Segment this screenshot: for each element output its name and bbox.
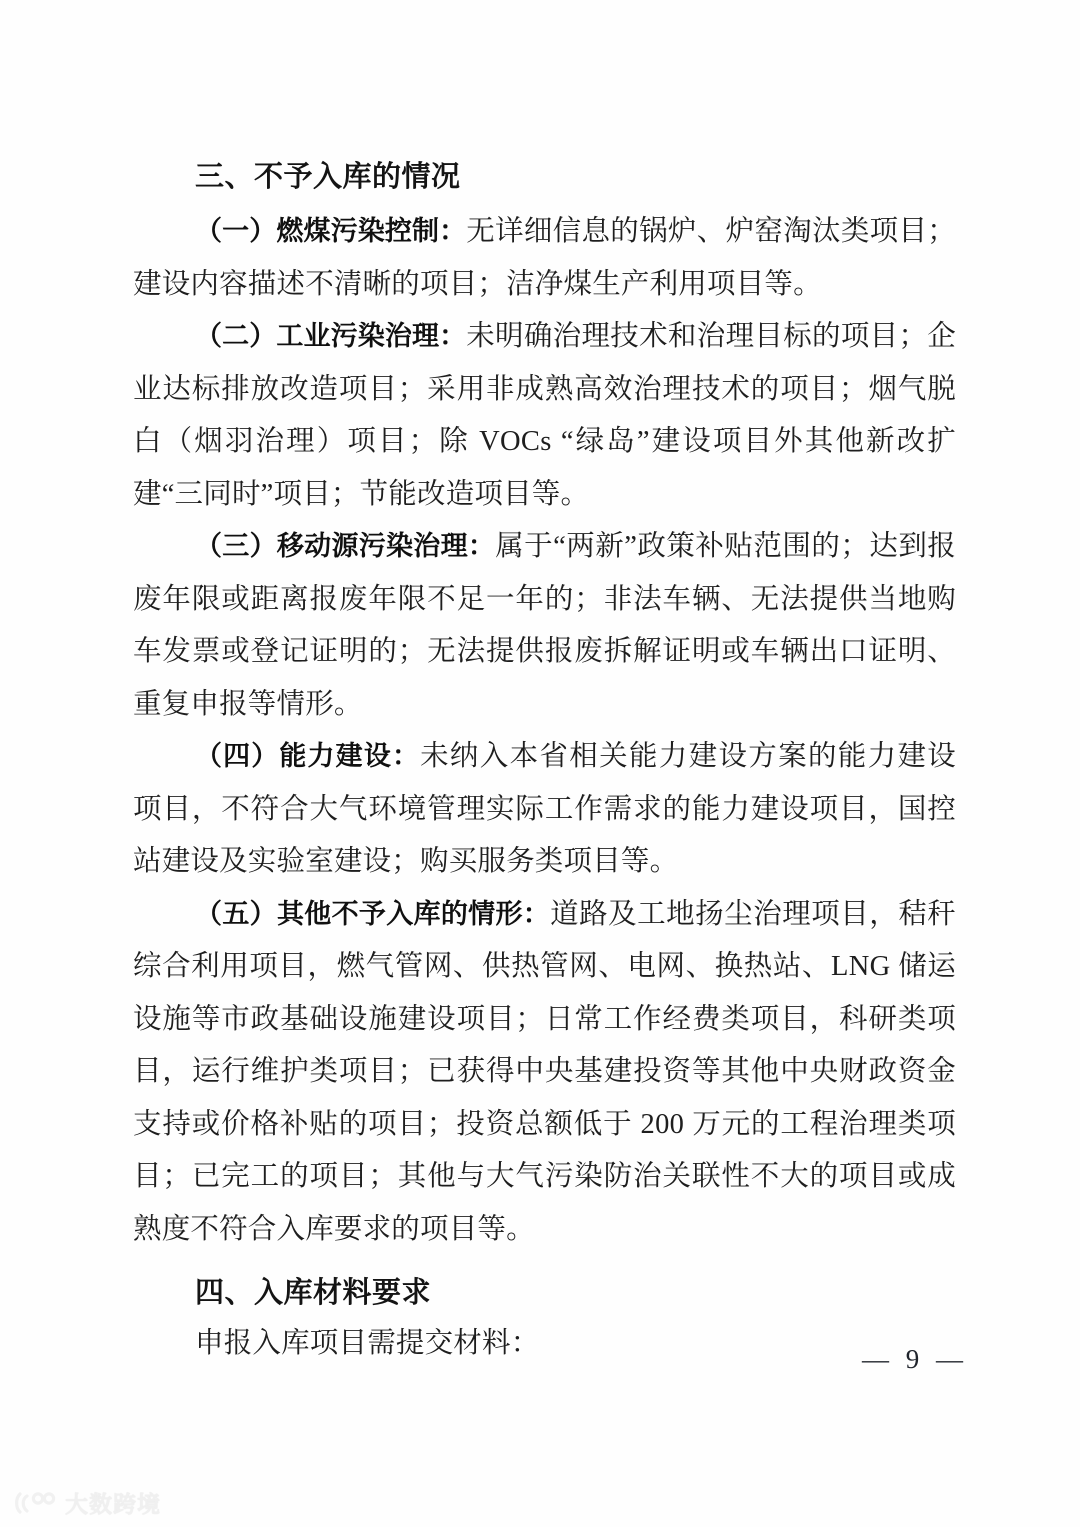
paragraph-3-3-lead: （三）移动源污染治理： (195, 531, 496, 562)
paragraph-3-2-lead: （二）工业污染治理： (195, 321, 467, 352)
paragraph-3-1-body: 无详细信息的锅炉、炉窑淘汰类项目；建设内容描述不清晰的项目；洁净煤生产利用项目等。 (133, 216, 957, 300)
paragraph-3-5-body-c: 万元的工程治理类项目；已完工的项目；其他与大气污染防治关联性不大的项目或成熟度不符合入库要求的项目等。 (133, 1108, 956, 1245)
paragraph-3-1 (133, 206, 956, 311)
paragraph-3-2-body-b: “绿岛”建设项目外其他新改扩建“三同时”项目；节能改造项目等。 (133, 426, 956, 510)
paragraph-3-5-body-a: 道路及工地扬尘治理项目，秸秆综合利用项目，燃气管网、供热管网、电网、换热站、 (133, 898, 956, 982)
paragraph-3-4 (133, 731, 956, 889)
paragraph-3-3-body: 属于“两新”政策补贴范围的；达到报废年限或距离报废年限不足一年的；非法车辆、无法提供当地购车发票或登记证明的；无法提供报废拆解证明或车辆出口证明、重复申报等情形。 (133, 531, 957, 720)
paragraph-3-5-amount: 200 (640, 1108, 685, 1140)
paragraph-3-2 (133, 311, 956, 521)
paragraph-3-5-lead: （五）其他不予入库的情形： (195, 898, 551, 930)
logo-mark-icon (14, 1490, 58, 1516)
paragraph-3-4-lead: （四）能力建设： (195, 741, 421, 772)
document-content (133, 150, 956, 1371)
watermark (14, 1486, 161, 1519)
paragraph-4-1-body: 申报入库项目需提交材料： (195, 1328, 540, 1359)
section-heading-4: 四、入库材料要求 (195, 1275, 432, 1309)
paragraph-3-5-body-b: 储运设施等市政基础设施建设项目；日常工作经费类项目，科研类项目，运行维护类项目；已获得中央基建投资等其他中央财政资金支持或价格补贴的项目；投资总额低于 (133, 951, 956, 1140)
section-heading-3: 三、不予入库的情况 (195, 159, 461, 193)
paragraph-3-1-lead: （一）燃煤污染控制： (195, 216, 467, 247)
paragraph-3-2-body-a: 未明确治理技术和治理目标的项目；企业达标排放改造项目；采用非成熟高效治理技术的项目；烟气脱白（烟羽治理）项目；除 (133, 321, 957, 457)
paragraph-3-3 (133, 521, 956, 731)
paragraph-3-4-body: 未纳入本省相关能力建设方案的能力建设项目，不符合大气环境管理实际工作需求的能力建设项目，国控站建设及实验室建设；购买服务类项目等。 (133, 741, 957, 877)
page-number: — 9 — (862, 1344, 968, 1374)
paragraph-3-5 (133, 889, 956, 1257)
paragraph-3-2-term-vocs: VOCs (479, 426, 552, 457)
paragraph-3-5-term-lng: LNG (831, 951, 891, 982)
paragraph-4-1 (133, 1318, 956, 1371)
watermark-text: 大数跨境 (65, 1492, 161, 1518)
